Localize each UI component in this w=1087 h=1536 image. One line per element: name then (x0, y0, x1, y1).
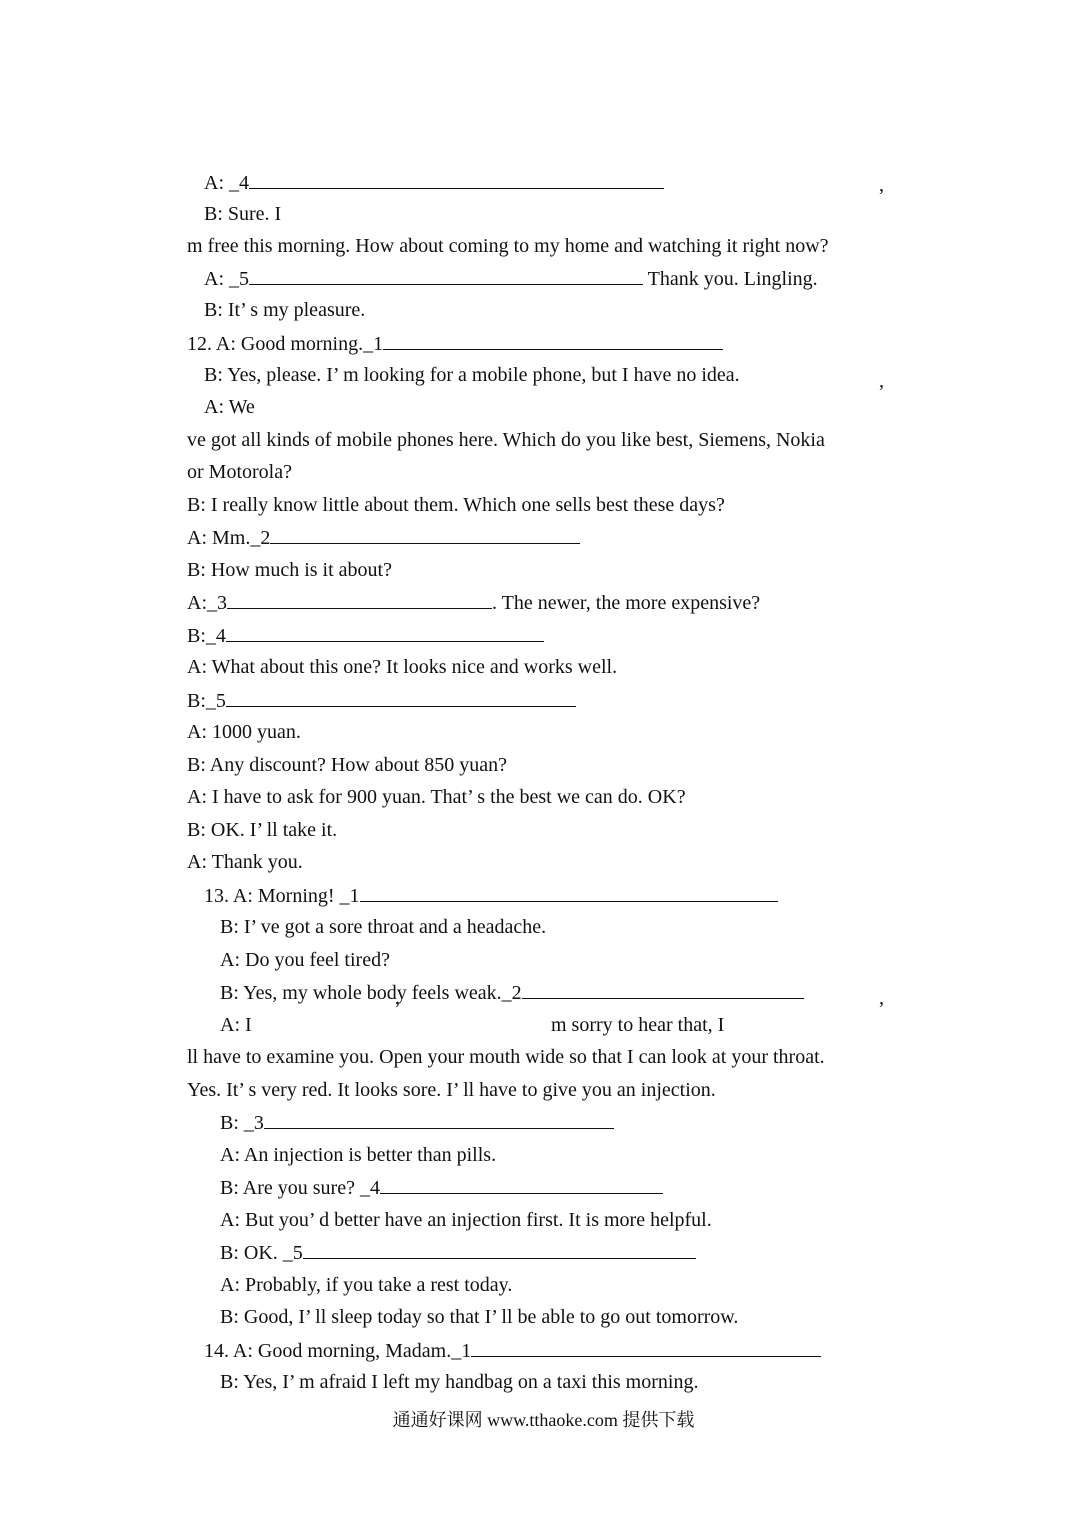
line-text: B: Are you sure? _4 (220, 1177, 380, 1199)
text-line (220, 1305, 738, 1329)
apostrophe-mark: ’ (878, 998, 885, 1020)
text-line (204, 363, 740, 387)
text-line (187, 818, 337, 842)
text-line (204, 298, 365, 322)
text-line (187, 331, 723, 355)
text-line (187, 590, 760, 614)
text-line (187, 753, 507, 777)
line-text: B: It’ s my pleasure. (204, 299, 366, 321)
line-text: 14. A: Good morning, Madam._1 (204, 1340, 472, 1362)
apostrophe-mark: ’ (394, 998, 401, 1020)
line-text: Yes. It’ s very red. It looks sore. I’ ll have to give you an injection. (187, 1079, 716, 1101)
line-text: m free this morning. How about coming to my home and watching it right now? (187, 235, 829, 257)
line-text: B: I’ ve got a sore throat and a headache. (220, 916, 547, 938)
line-text: A: An injection is better than pills. (220, 1144, 497, 1166)
line-text-after-blank: Thank you. Lingling. (643, 268, 818, 290)
answer-blank[interactable] (249, 266, 643, 285)
answer-blank[interactable] (249, 170, 664, 189)
apostrophe-mark: ’ (878, 185, 885, 207)
page-footer: 通通好课网 www.tthaoke.com 提供下载 (392, 1410, 695, 1430)
text-line (204, 266, 818, 290)
text-line (187, 688, 576, 712)
line-text: A: I (220, 1014, 252, 1036)
answer-blank[interactable] (360, 883, 778, 902)
text-line (187, 850, 303, 874)
text-line (220, 1208, 712, 1232)
text-line (187, 428, 825, 452)
line-text: B: Yes, my whole body feels weak._2 (220, 982, 522, 1004)
line-text: B:_4 (187, 625, 226, 647)
text-line (187, 623, 544, 647)
text-line (204, 1338, 821, 1362)
text-line (220, 1240, 696, 1264)
line-text: B: _3 (220, 1112, 264, 1134)
answer-blank[interactable] (380, 1175, 663, 1194)
text-line (187, 785, 686, 809)
text-line (187, 655, 617, 679)
answer-blank[interactable] (471, 1338, 821, 1357)
line-text: B: Good, I’ ll sleep today so that I’ ll be able to go out tomorrow. (220, 1306, 739, 1328)
line-text: B: Sure. I (204, 203, 282, 225)
text-line (204, 202, 281, 226)
line-text: A: But you’ d better have an injection first. It is more helpful. (220, 1209, 712, 1231)
text-line (204, 395, 255, 419)
line-text: A: _5 (204, 268, 249, 290)
line-text: B: OK. I’ ll take it. (187, 819, 338, 841)
text-line (220, 980, 804, 1004)
line-text: A: Mm._2 (187, 527, 271, 549)
line-text: ve got all kinds of mobile phones here. Which do you like best, Siemens, Nokia (187, 429, 825, 451)
text-line (220, 1013, 252, 1037)
line-text: A: We (204, 396, 255, 418)
answer-blank[interactable] (270, 525, 580, 544)
line-text: A: Probably, if you take a rest today. (220, 1274, 513, 1296)
line-text: 13. A: Morning! _1 (204, 885, 360, 907)
split-line-fragment: m sorry to hear that, I (551, 1014, 725, 1036)
text-line (187, 1045, 825, 1069)
line-text: A: _4 (204, 172, 249, 194)
answer-blank[interactable] (227, 590, 492, 609)
answer-blank[interactable] (226, 688, 576, 707)
line-text: A: I have to ask for 900 yuan. That’ s the best we can do. OK? (187, 786, 686, 808)
text-line (220, 1370, 698, 1394)
answer-blank[interactable] (383, 331, 723, 350)
answer-blank[interactable] (303, 1240, 696, 1259)
text-line (220, 1143, 496, 1167)
apostrophe-mark: ’ (878, 381, 885, 403)
line-text: A: Thank you. (187, 851, 303, 873)
line-text-after-blank: . The newer, the more expensive? (492, 592, 761, 614)
line-text: A: What about this one? It looks nice and works well. (187, 656, 618, 678)
line-text: A: Do you feel tired? (220, 949, 390, 971)
text-line (220, 915, 546, 939)
text-line (220, 948, 390, 972)
text-line (220, 1110, 614, 1134)
line-text: B: OK. _5 (220, 1242, 303, 1264)
line-text: B: Yes, I’ m afraid I left my handbag on a taxi this morning. (220, 1371, 699, 1393)
line-text: B: How much is it about? (187, 559, 392, 581)
line-text: A:_3 (187, 592, 227, 614)
text-line (220, 1273, 512, 1297)
text-line (187, 493, 725, 517)
text-line (187, 720, 301, 744)
text-line (204, 883, 778, 907)
line-text: ll have to examine you. Open your mouth wide so that I can look at your throat. (187, 1046, 825, 1068)
line-text: or Motorola? (187, 461, 292, 483)
line-text: 12. A: Good morning._1 (187, 333, 384, 355)
text-line (187, 460, 292, 484)
line-text: B:_5 (187, 690, 226, 712)
line-text: A: 1000 yuan. (187, 721, 301, 743)
line-text: B: Any discount? How about 850 yuan? (187, 754, 507, 776)
line-text: B: Yes, please. I’ m looking for a mobile phone, but I have no idea. (204, 364, 740, 386)
answer-blank[interactable] (264, 1110, 614, 1129)
line-text: B: I really know little about them. Which one sells best these days? (187, 494, 725, 516)
text-line (187, 525, 580, 549)
text-line (204, 170, 664, 194)
text-line (187, 558, 392, 582)
text-line (220, 1175, 663, 1199)
answer-blank[interactable] (226, 623, 544, 642)
text-line (187, 1078, 716, 1102)
answer-blank[interactable] (522, 980, 804, 999)
text-line (187, 234, 829, 258)
